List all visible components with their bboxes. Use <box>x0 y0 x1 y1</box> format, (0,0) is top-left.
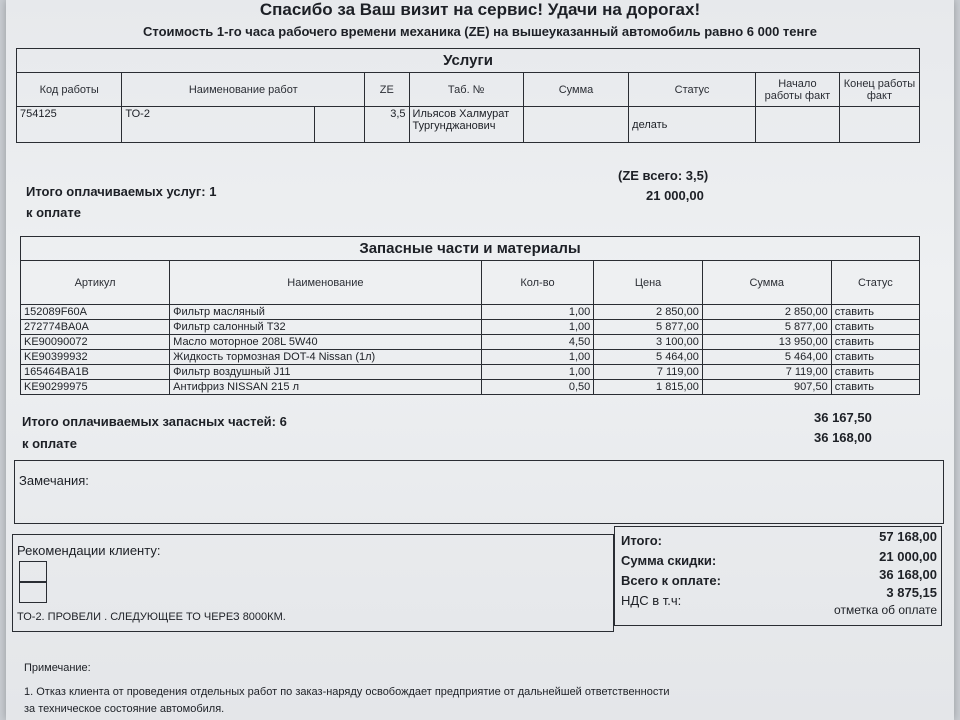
part-sum: 13 950,00 <box>702 335 831 350</box>
part-name: Фильтр салонный Т32 <box>170 320 482 335</box>
col-name: Наименование работ <box>122 73 365 107</box>
discount-value: 21 000,00 <box>879 549 937 564</box>
ze-total: (ZE всего: 3,5) <box>618 168 709 183</box>
part-qty: 0,50 <box>481 380 594 395</box>
services-pay-label: к оплате <box>26 205 81 220</box>
col-part-name: Наименование <box>170 261 482 305</box>
table-row <box>21 335 920 350</box>
rate-note: Стоимость 1-го часа рабочего времени механика (ZE) на вышеуказанный автомобиль равно 6 000 тенге <box>142 24 817 39</box>
part-qty: 4,50 <box>481 335 594 350</box>
part-name: Антифриз NISSAN 215 л <box>170 380 482 395</box>
part-article: KE90090072 <box>21 335 170 350</box>
service-name-extra <box>314 107 364 143</box>
part-status: ставить <box>831 380 919 395</box>
recommendations-box <box>12 534 614 632</box>
part-sum: 2 850,00 <box>702 305 831 320</box>
parts-title: Запасные части и материалы <box>21 237 920 261</box>
col-status: Статус <box>629 73 756 107</box>
col-sum: Сумма <box>523 73 628 107</box>
service-start <box>755 107 839 143</box>
part-article: KE90299975 <box>21 380 170 395</box>
part-status: ставить <box>831 350 919 365</box>
part-sum: 907,50 <box>702 380 831 395</box>
col-part-status: Статус <box>831 261 919 305</box>
part-price: 3 100,00 <box>594 335 703 350</box>
part-article: KE90399932 <box>21 350 170 365</box>
remarks-box <box>14 460 944 524</box>
part-sum: 7 119,00 <box>702 365 831 380</box>
col-end: Конец работы факт <box>839 73 919 107</box>
part-qty: 1,00 <box>481 365 594 380</box>
table-row <box>21 305 920 320</box>
col-article: Артикул <box>21 261 170 305</box>
part-article: 272774BA0A <box>21 320 170 335</box>
checkbox-1[interactable] <box>19 561 47 583</box>
service-name: ТО-2 <box>122 107 314 143</box>
services-table <box>16 48 920 143</box>
part-status: ставить <box>831 320 919 335</box>
table-row <box>21 350 920 365</box>
grand-total-label: Всего к оплате: <box>621 573 721 588</box>
part-article: 152089F60A <box>21 305 170 320</box>
discount-label: Сумма скидки: <box>621 553 717 568</box>
col-code: Код работы <box>17 73 122 107</box>
work-order-document <box>6 0 954 720</box>
recommendations-text: ТО-2. ПРОВЕЛИ . СЛЕДУЮЩЕЕ ТО ЧЕРЕЗ 8000КМ. <box>17 611 286 623</box>
service-end <box>839 107 919 143</box>
part-qty: 1,00 <box>481 305 594 320</box>
service-sum <box>523 107 628 143</box>
totals-box <box>614 526 942 626</box>
services-total-label: Итого оплачиваемых услуг: 1 <box>26 184 217 199</box>
recommendations-label: Рекомендации клиенту: <box>17 543 161 558</box>
remarks-label: Замечания: <box>19 473 89 488</box>
part-price: 5 877,00 <box>594 320 703 335</box>
parts-table <box>20 236 920 395</box>
parts-total-label: Итого оплачиваемых запасных частей: 6 <box>22 414 287 429</box>
part-name: Масло моторное 208L 5W40 <box>170 335 482 350</box>
grand-total-value: 36 168,00 <box>879 567 937 582</box>
part-status: ставить <box>831 335 919 350</box>
itogo-label: Итого: <box>621 533 662 548</box>
service-code: 754125 <box>17 107 122 143</box>
note-line-2: за техническое состояние автомобиля. <box>24 703 225 715</box>
note-line-1: 1. Отказ клиента от проведения отдельных работ по заказ-наряду освобождает предприятие от дальнейшей ответственности <box>24 686 670 698</box>
part-price: 5 464,00 <box>594 350 703 365</box>
services-title: Услуги <box>17 49 920 73</box>
itogo-value: 57 168,00 <box>879 529 937 544</box>
part-price: 2 850,00 <box>594 305 703 320</box>
part-price: 7 119,00 <box>594 365 703 380</box>
part-sum: 5 464,00 <box>702 350 831 365</box>
col-qty: Кол-во <box>481 261 594 305</box>
service-status: делать <box>629 107 756 143</box>
parts-total-value: 36 167,50 <box>814 410 872 425</box>
checkbox-2[interactable] <box>19 581 47 603</box>
service-tab: Ильясов Халмурат Тургунджанович <box>409 107 523 143</box>
table-row <box>21 380 920 395</box>
parts-pay-label: к оплате <box>22 436 77 451</box>
vat-value: 3 875,15 <box>886 585 937 600</box>
col-ze: ZE <box>365 73 409 107</box>
col-part-sum: Сумма <box>702 261 831 305</box>
part-sum: 5 877,00 <box>702 320 831 335</box>
payment-mark: отметка об оплате <box>834 603 937 617</box>
part-name: Фильтр масляный <box>170 305 482 320</box>
col-tab: Таб. № <box>409 73 523 107</box>
table-row <box>17 107 920 143</box>
part-article: 165464BA1B <box>21 365 170 380</box>
col-price: Цена <box>594 261 703 305</box>
part-qty: 1,00 <box>481 350 594 365</box>
parts-pay-value: 36 168,00 <box>814 430 872 445</box>
part-status: ставить <box>831 365 919 380</box>
table-row <box>21 320 920 335</box>
services-pay-value: 21 000,00 <box>646 188 704 203</box>
note-label: Примечание: <box>24 662 91 674</box>
part-name: Жидкость тормозная DOT-4 Nissan (1л) <box>170 350 482 365</box>
part-status: ставить <box>831 305 919 320</box>
part-name: Фильтр воздушный J11 <box>170 365 482 380</box>
part-qty: 1,00 <box>481 320 594 335</box>
col-start: Начало работы факт <box>755 73 839 107</box>
vat-label: НДС в т.ч: <box>621 593 682 608</box>
part-price: 1 815,00 <box>594 380 703 395</box>
table-row <box>21 365 920 380</box>
service-ze: 3,5 <box>365 107 409 143</box>
thanks-heading: Спасибо за Ваш визит на сервис! Удачи на дорогах! <box>259 0 701 19</box>
